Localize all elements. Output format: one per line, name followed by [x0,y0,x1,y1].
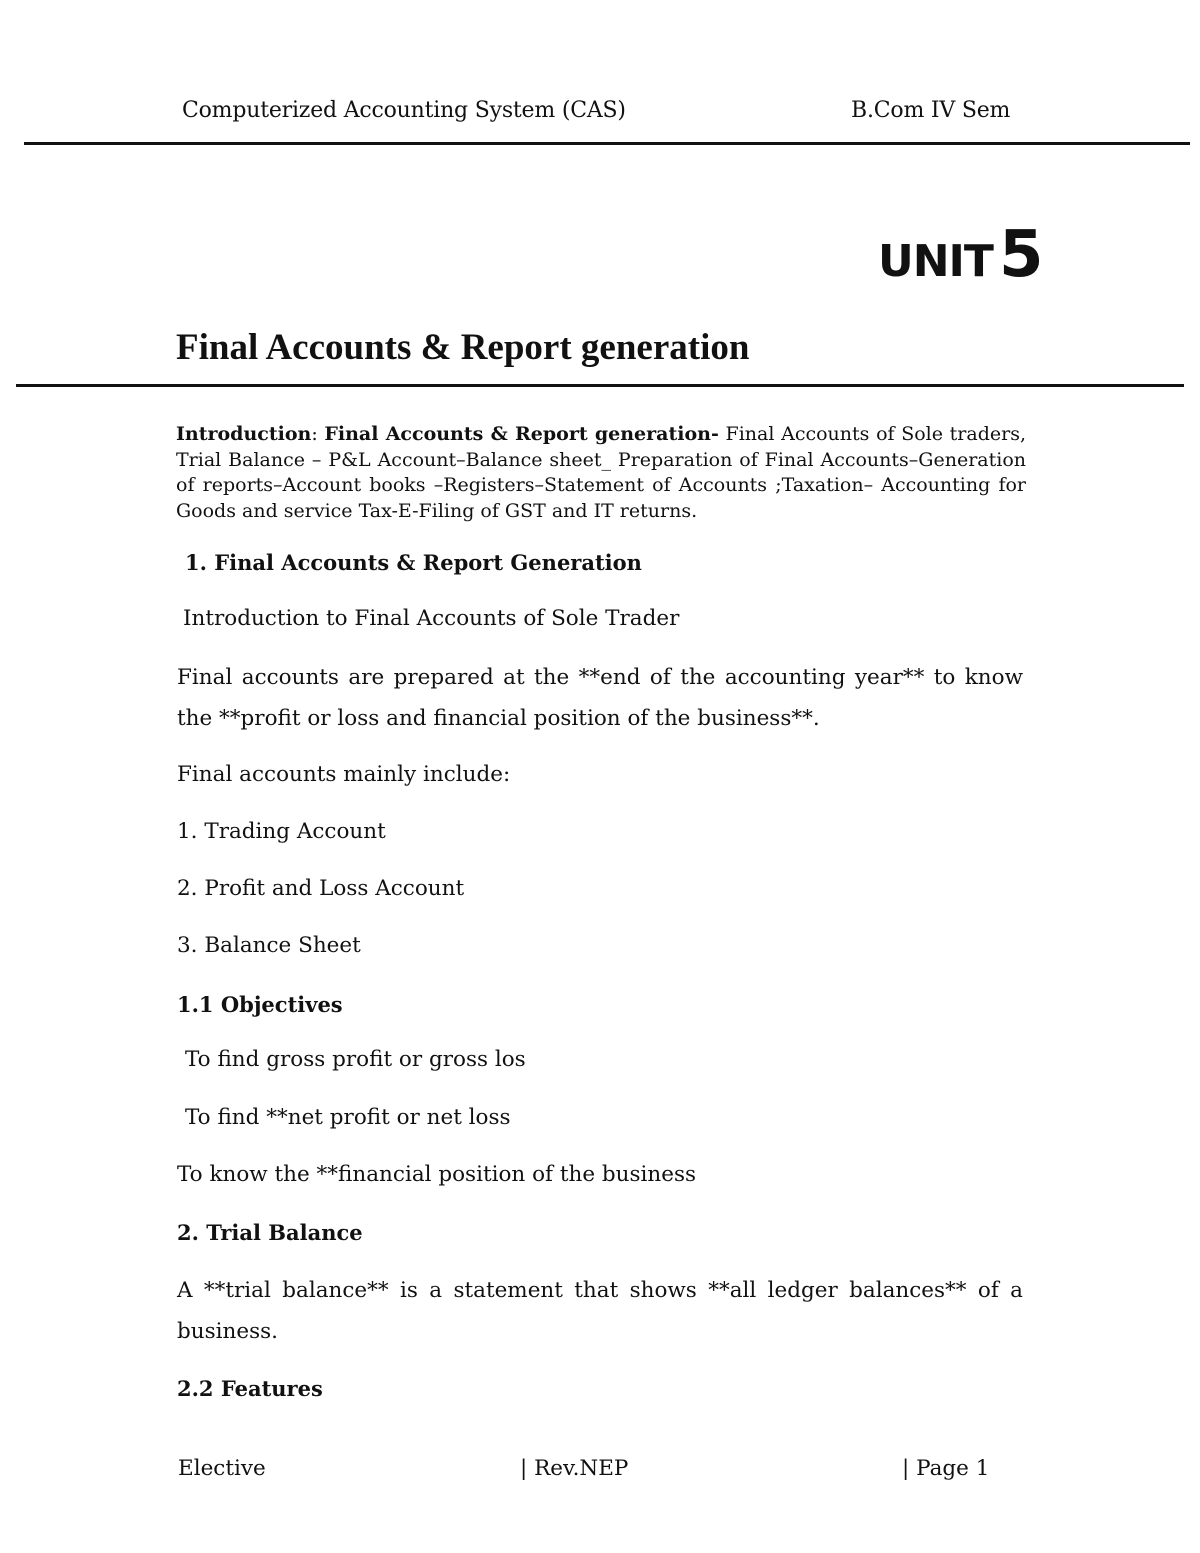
intro-colon: : [311,423,325,445]
intro-paragraph [176,422,1026,524]
include-label: Final accounts mainly include: [177,762,511,787]
list-item: 3. Balance Sheet [177,933,361,958]
intro-topic: Final Accounts & Report generation- [324,423,719,445]
list-item: To know the **financial position of the business [177,1162,697,1187]
section-subheading-1: Introduction to Final Accounts of Sole Trader [183,606,680,631]
header-course-title: Computerized Accounting System (CAS) [182,98,626,123]
page-title: Final Accounts & Report generation [176,327,750,368]
title-rule [16,384,1184,387]
footer-page-number: | Page 1 [902,1456,990,1481]
section-heading-2: 2. Trial Balance [177,1220,363,1245]
footer-elective: Elective [178,1456,266,1481]
section-heading-1: 1. Final Accounts & Report Generation [185,550,642,575]
footer-revision: | Rev.NEP [520,1456,629,1481]
intro-text: Final Accounts of Sole traders, Trial Balance – P&L Account–Balance sheet_ Preparation of Final Accounts–Generation of reports–Account books –Registers–Statement of Accounts ;Taxation– Accounting for Goods and service Tax-E-Filing of GST and IT returns. [176,423,1026,522]
list-item: 1. Trading Account [177,819,386,844]
list-item: 2. Profit and Loss Account [177,876,465,901]
list-item: To find gross profit or gross los [185,1047,526,1072]
intro-label: Introduction [176,423,312,445]
section-paragraph-1: Final accounts are prepared at the **end of the accounting year** to know the **profit or loss and financial position of the business**. [177,665,1023,731]
unit-label [878,218,1042,292]
unit-number: 5 [998,218,1043,292]
header-rule [24,142,1190,145]
header-semester: B.Com IV Sem [851,98,1011,123]
section-heading-1-1: 1.1 Objectives [177,992,343,1017]
section-paragraph-2: A **trial balance** is a statement that shows **all ledger balances** of a business. [177,1278,1023,1344]
list-item: To find **net profit or net loss [185,1105,511,1130]
unit-word: UNIT [878,236,993,287]
section-heading-2-2: 2.2 Features [177,1376,323,1401]
